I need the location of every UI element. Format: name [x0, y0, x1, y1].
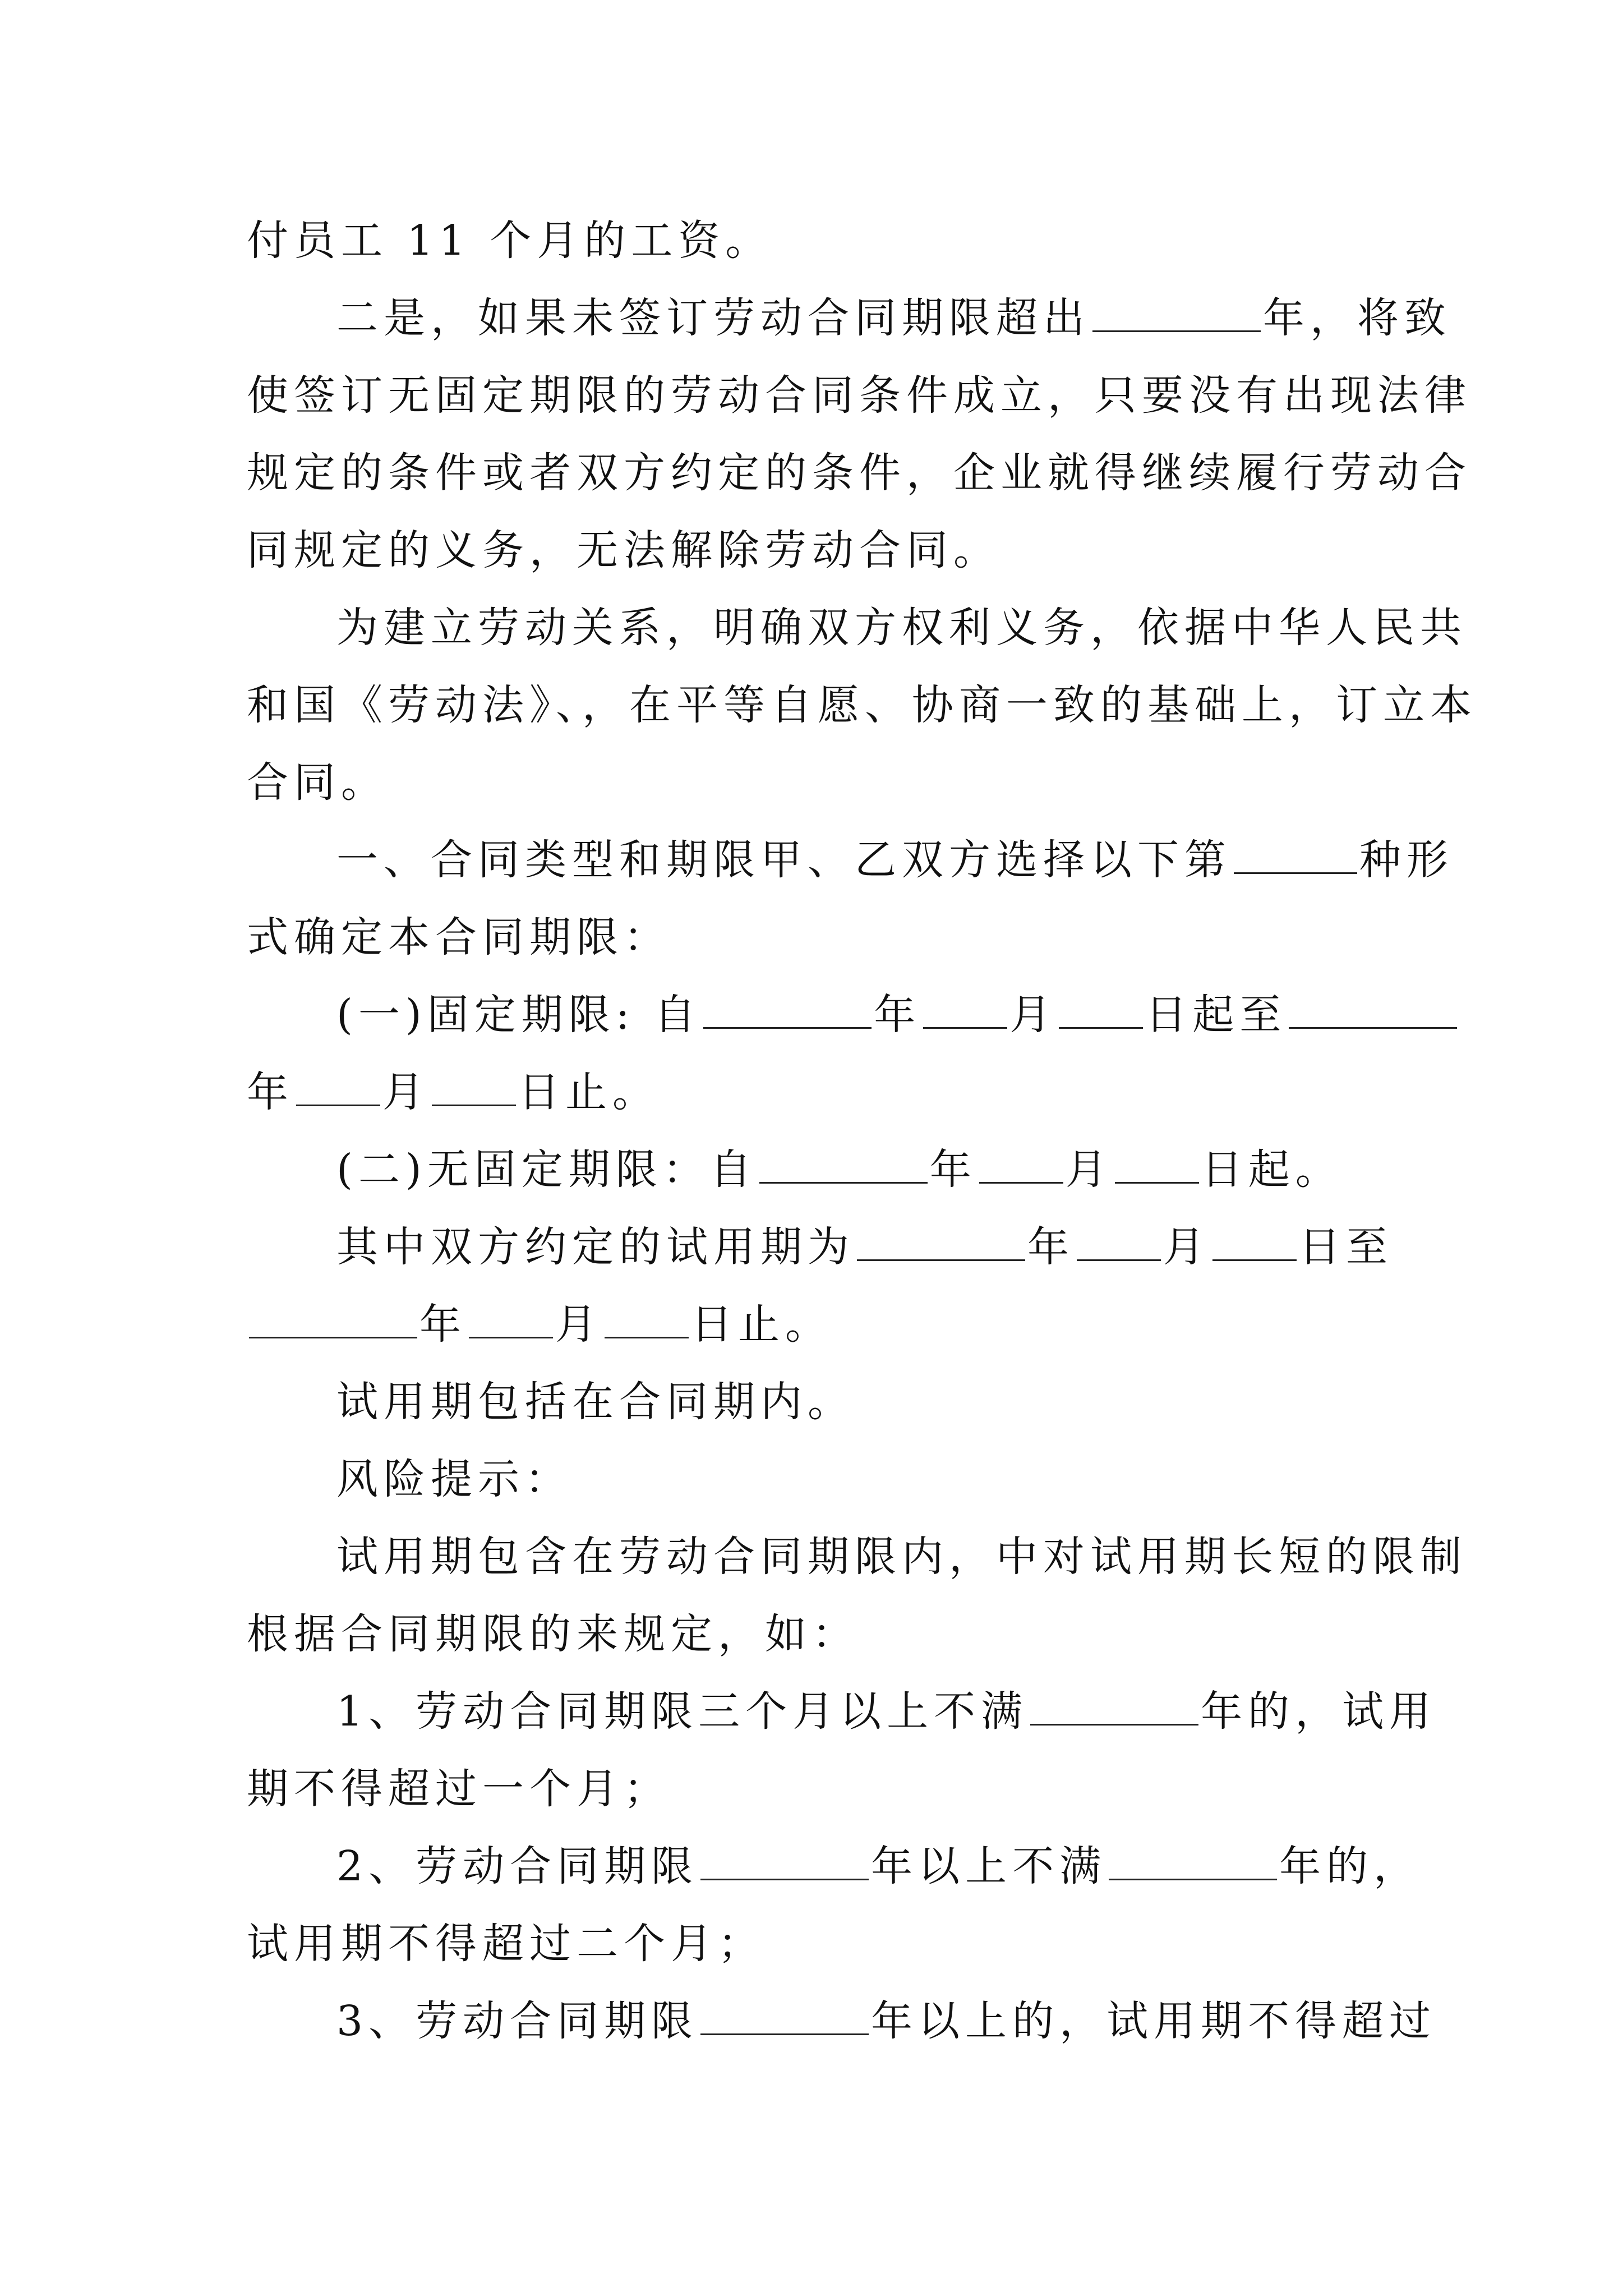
fill-in-blank [1092, 296, 1261, 332]
fill-in-blank [296, 1070, 380, 1106]
line-text: 年 [419, 1300, 467, 1349]
line-text: 年 [929, 1145, 977, 1194]
line-text: 月 [382, 1068, 430, 1116]
fill-in-blank [1234, 838, 1357, 874]
text-line [247, 202, 1385, 279]
fill-in-blank [432, 1070, 516, 1106]
text-line [247, 1828, 1421, 1905]
line-text: (二)无固定期限：自 [336, 1145, 757, 1194]
text-line [247, 1363, 1385, 1441]
text-line [247, 434, 1472, 512]
line-text: 年以上不满 [871, 1842, 1107, 1890]
line-text: 月 [1163, 1223, 1210, 1271]
text-line [247, 821, 1454, 899]
fill-in-blank [1109, 1844, 1277, 1880]
line-text: 1、劳动合同期限三个月以上不满 [336, 1687, 1029, 1736]
line-text: 合同。 [247, 758, 388, 807]
line-text: 和国《劳动法》、，在平等自愿、协商一致的基础上，订立本 [247, 681, 1477, 729]
fill-in-blank [703, 992, 872, 1029]
text-line [247, 279, 1451, 357]
fill-in-blank [923, 992, 1007, 1029]
text-line [247, 976, 1385, 1053]
fill-in-blank [1115, 1147, 1199, 1184]
line-text: (一)固定期限: 自 [336, 991, 702, 1039]
line-text: 同规定的义务，无法解除劳动合同。 [247, 526, 1000, 574]
line-text: 日起。 [1201, 1145, 1343, 1194]
line-text: 2、劳动合同期限 [336, 1842, 699, 1890]
text-line [247, 512, 1385, 589]
text-line [247, 666, 1477, 744]
line-text: 日止。 [518, 1068, 660, 1116]
fill-in-blank [469, 1302, 553, 1338]
text-line [247, 1982, 1437, 2060]
line-text: 年 [247, 1068, 294, 1116]
line-text: 使签订无固定期限的劳动合同条件成立，只要没有出现法律 [247, 371, 1472, 420]
fill-in-blank [857, 1225, 1025, 1261]
line-text: 月 [1009, 991, 1057, 1039]
line-text: 规定的条件或者双方约定的条件，企业就得继续履行劳动合 [247, 449, 1472, 497]
text-line [247, 1441, 1385, 1518]
fill-in-blank [1059, 992, 1143, 1029]
line-text: 日止。 [691, 1300, 832, 1349]
fill-in-blank [605, 1302, 689, 1338]
line-text: 根据合同期限的来规定，如： [247, 1610, 859, 1658]
line-text: 日起至 [1145, 991, 1287, 1039]
fill-in-blank [1212, 1225, 1297, 1261]
text-line [247, 589, 1467, 666]
text-line [247, 357, 1472, 434]
line-text: 其中双方约定的试用期为 [336, 1223, 855, 1271]
line-text: 年 [874, 991, 921, 1039]
text-line [247, 1673, 1437, 1750]
text-line [247, 744, 1385, 821]
line-text: 风险提示： [336, 1455, 572, 1503]
text-line [247, 1208, 1393, 1286]
line-text: 付员工 11 个月的工资。 [247, 217, 773, 265]
text-line [247, 1131, 1385, 1208]
fill-in-blank [759, 1147, 928, 1184]
fill-in-blank [1030, 1689, 1198, 1726]
text-line [247, 1595, 1385, 1673]
line-text: 为建立劳动关系，明确双方权利义务，依据中华人民共 [336, 604, 1467, 652]
line-text: 3、劳动合同期限 [336, 1997, 699, 2045]
line-text: 试用期包含在劳动合同期限内，中对试用期长短的限制 [336, 1533, 1467, 1581]
line-text: 试用期包括在合同期内。 [336, 1378, 855, 1426]
text-line [247, 1286, 1385, 1363]
line-text: 年的，试用 [1201, 1687, 1437, 1736]
line-text: 试用期不得超过二个月； [247, 1920, 765, 1968]
line-text: 日至 [1299, 1223, 1393, 1271]
fill-in-blank [249, 1302, 417, 1338]
line-text: 种形 [1359, 836, 1454, 884]
line-text: 期不得超过一个月； [247, 1765, 671, 1813]
text-line [247, 1518, 1467, 1595]
fill-in-blank [700, 1999, 869, 2035]
line-text: 二是，如果未签订劳动合同期限超出 [336, 294, 1090, 342]
text-line [247, 1750, 1385, 1828]
line-text: 年以上的，试用期不得超过 [871, 1997, 1437, 2045]
fill-in-blank [1077, 1225, 1161, 1261]
fill-in-blank [700, 1844, 869, 1880]
line-text: 年 [1027, 1223, 1075, 1271]
line-text: 月 [1065, 1145, 1113, 1194]
line-text: 月 [555, 1300, 602, 1349]
fill-in-blank [1289, 992, 1457, 1029]
text-line [247, 1053, 1385, 1131]
line-text: 年的， [1279, 1842, 1421, 1890]
fill-in-blank [979, 1147, 1063, 1184]
line-text: 一、合同类型和期限甲、乙双方选择以下第 [336, 836, 1232, 884]
text-line [247, 899, 1385, 976]
text-line [247, 1905, 1385, 1982]
line-text: 年，将致 [1263, 294, 1451, 342]
line-text: 式确定本合同期限： [247, 913, 671, 961]
